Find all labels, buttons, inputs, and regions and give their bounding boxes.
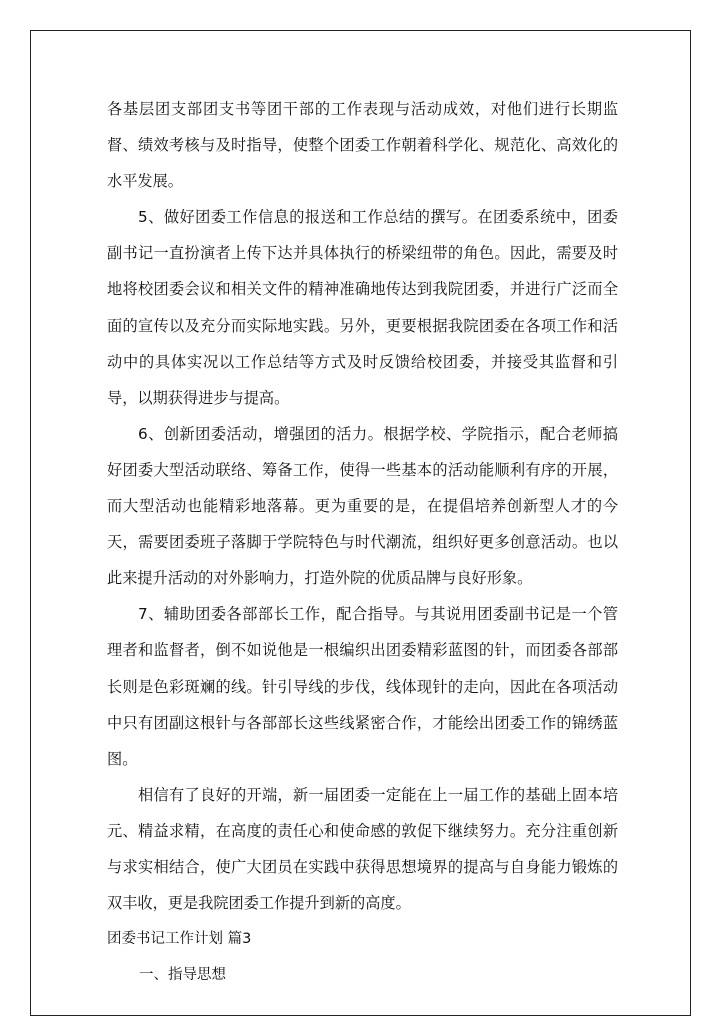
section-title: 团委书记工作计划 篇3	[107, 931, 252, 948]
sub-heading-text: 指导思想	[168, 967, 226, 984]
sub-heading	[107, 957, 618, 993]
paragraph-continuation: 各基层团支部团支书等团干部的工作表现与活动成效，对他们进行长期监督、绩效考核与及时指导，使整个团委工作朝着科学化、规范化、高效化的水平发展。	[107, 100, 618, 191]
paragraph-item-7: 7、辅助团委各部部长工作，配合指导。与其说用团委副书记是一个管理者和监督者，倒不如说他是一根编织出团委精彩蓝图的针，而团委各部部长则是色彩斑斓的线。针引导线的步伐，线体现针的走向，因此在各项活动中只有团副这根针与各部部长这些线紧密合作，才能绘出团委工作的锦绣蓝图。	[107, 605, 618, 768]
paragraph-item-5: 5、做好团委工作信息的报送和工作总结的撰写。在团委系统中，团委副书记一直扮演者上传下达并具体执行的桥梁纽带的角色。因此，需要及时地将校团委会议和相关文件的精神准确地传达到我院团委，并进行广泛而全面的宣传以及充分而实际地实践。另外，更要根据我院团委在各项工作和活动中的具体实况以工作总结等方式及时反馈给校团委，并接受其监督和引导，以期获得进步与提高。	[107, 208, 618, 407]
paragraph-item-6: 6、创新团委活动，增强团的活力。根据学校、学院指示，配合老师搞好团委大型活动联络、筹备工作，使得一些基本的活动能顺利有序的开展，而大型活动也能精彩地落幕。更为重要的是，在提倡培养创新型人才的今天，需要团委班子落脚于学院特色与时代潮流，组织好更多创意活动。也以此来提升活动的对外影响力，打造外院的优质品牌与良好形象。	[107, 424, 618, 588]
paragraph-conclusion: 相信有了良好的开端，新一届团委一定能在上一届工作的基础上固本培元、精益求精，在高度的责任心和使命感的敦促下继续努力。充分注重创新与求实相结合，使广大团员在实践中获得思想境界的提高与自身能力锻炼的双丰收，更是我院团委工作提升到新的高度。	[107, 785, 618, 913]
sub-heading-number: 一、	[139, 967, 168, 984]
document-body	[107, 91, 618, 993]
